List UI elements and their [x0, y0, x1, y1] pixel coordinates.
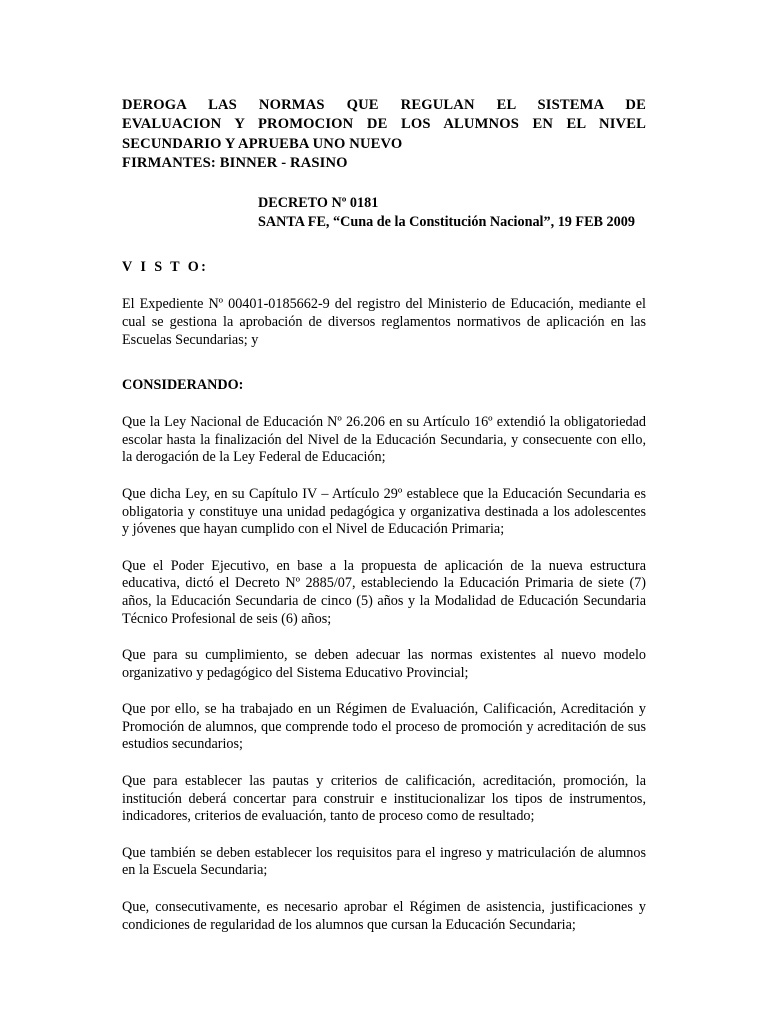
- considerando-paragraph: Que el Poder Ejecutivo, en base a la propuesta de aplicación de la nueva estructura educativa, dictó el Decreto Nº 2885/07, estableciendo la Educación Primaria de siete (7) años, la Educación Secundaria de cinco (5) años y la Modalidad de Educación Secundaria Técnico Profesional de seis (6) años;: [122, 557, 646, 627]
- considerando-paragraph: Que por ello, se ha trabajado en un Régimen de Evaluación, Calificación, Acreditación y Promoción de alumnos, que comprende todo el proceso de promoción y acreditación de sus estudios secundarios;: [122, 701, 646, 753]
- signatories-line: FIRMANTES: BINNER - RASINO: [122, 154, 348, 171]
- title-line-1: DEROGA LAS NORMAS QUE REGULAN EL SISTEMA DE: [122, 97, 646, 113]
- considerando-heading: CONSIDERANDO:: [122, 377, 244, 394]
- considerando-paragraph: Que para su cumplimiento, se deben adecuar las normas existentes al nuevo modelo organizativo y pedagógico del Sistema Educativo Provincial;: [122, 647, 646, 681]
- document-title-block: [122, 96, 646, 173]
- considerando-paragraph: Que, consecutivamente, es necesario aprobar el Régimen de asistencia, justificaciones y condiciones de regularidad de los alumnos que cursan la Educación Secundaria;: [122, 899, 646, 933]
- considerando-paragraph: Que la Ley Nacional de Educación Nº 26.206 en su Artículo 16º extendió la obligatoriedad escolar hasta la finalización del Nivel de la Educación Secundaria, y consecuente con ello, la derogación de la Ley Federal de Educación;: [122, 414, 646, 466]
- considerando-paragraph: Que dicha Ley, en su Capítulo IV – Artículo 29º establece que la Educación Secundaria es obligatoria y constituye una unidad pedagógica y organizativa destinada a los adolescentes y jóvenes que hayan cumplido con el Nivel de Educación Primaria;: [122, 485, 646, 538]
- visto-heading: V I S T O:: [122, 259, 209, 276]
- document-content: [122, 96, 646, 934]
- decree-header-block: [258, 194, 646, 231]
- visto-paragraph: El Expediente Nº 00401-0185662-9 del registro del Ministerio de Educación, mediante el cual se gestiona la aprobación de diversos reglamentos normativos de aplicación en las Escuelas Secundarias; y: [122, 296, 646, 348]
- title-line-2: EVALUACION Y PROMOCION DE LOS ALUMNOS EN EL NIVEL: [122, 116, 646, 133]
- decree-place-date: SANTA FE, “Cuna de la Constitución Nacional”, 19 FEB 2009: [258, 213, 635, 230]
- considerando-paragraph: Que para establecer las pautas y criterios de calificación, acreditación, promoción, la institución deberá concertar para construir e institucionalizar los tipos de instrumentos, indicadores, criterios de evaluación, tanto de proceso como de resultado;: [122, 773, 646, 825]
- considerando-paragraph: Que también se deben establecer los requisitos para el ingreso y matriculación de alumnos en la Escuela Secundaria;: [122, 844, 646, 879]
- title-line-3: SECUNDARIO Y APRUEBA UNO NUEVO: [122, 135, 403, 152]
- decree-number: DECRETO Nº 0181: [258, 195, 379, 212]
